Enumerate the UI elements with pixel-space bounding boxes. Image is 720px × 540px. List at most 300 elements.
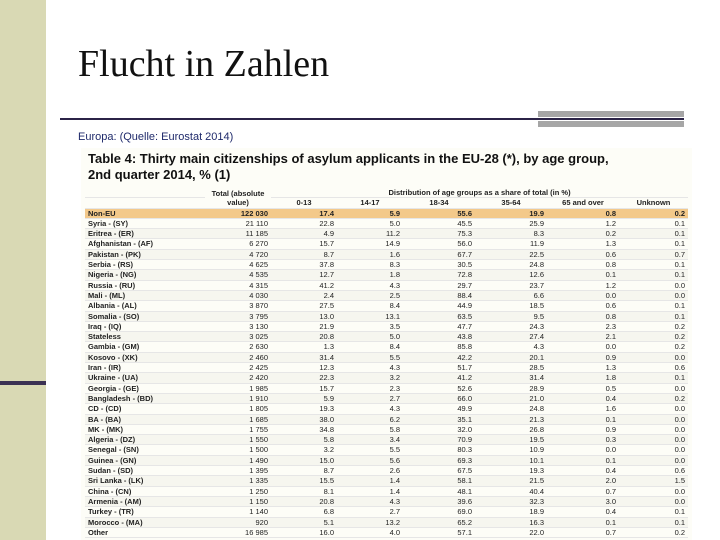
- share-cell: 0.9: [547, 424, 619, 434]
- table-caption-line1: Table 4: Thirty main citizenships of asylum applicants in the EU-28 (*), by age group,: [88, 151, 609, 166]
- share-cell: 51.7: [403, 363, 475, 373]
- table-row: [85, 455, 688, 465]
- share-cell: 28.5: [475, 363, 547, 373]
- table-row: [85, 517, 688, 527]
- asylum-age-table: [85, 188, 688, 538]
- share-cell: 0.1: [547, 270, 619, 280]
- share-cell: 8.4: [337, 301, 403, 311]
- country-cell: Somalia - (SO): [85, 311, 205, 321]
- share-cell: 1.5: [619, 476, 688, 486]
- share-cell: 0.1: [619, 218, 688, 228]
- share-cell: 69.0: [403, 507, 475, 517]
- total-cell: 2 460: [205, 352, 271, 362]
- share-cell: 24.8: [475, 260, 547, 270]
- share-cell: 8.1: [271, 486, 337, 496]
- country-cell: Serbia - (RS): [85, 260, 205, 270]
- share-cell: 25.9: [475, 218, 547, 228]
- share-cell: 10.9: [475, 445, 547, 455]
- share-cell: 67.5: [403, 466, 475, 476]
- header-distribution: Distribution of age groups as a share of total (in %): [271, 188, 688, 198]
- share-cell: 20.8: [271, 332, 337, 342]
- total-cell: 4 030: [205, 290, 271, 300]
- share-cell: 0.0: [619, 496, 688, 506]
- share-cell: 0.1: [619, 373, 688, 383]
- share-cell: 0.6: [619, 363, 688, 373]
- share-cell: 13.0: [271, 311, 337, 321]
- country-cell: Russia - (RU): [85, 280, 205, 290]
- share-cell: 20.1: [475, 352, 547, 362]
- table-caption-line2: 2nd quarter 2014, % (1): [88, 167, 231, 182]
- share-cell: 15.7: [271, 383, 337, 393]
- share-cell: 22.0: [475, 527, 547, 537]
- country-cell: Syria - (SY): [85, 218, 205, 228]
- table-row: [85, 414, 688, 424]
- share-cell: 43.8: [403, 332, 475, 342]
- share-cell: 75.3: [403, 229, 475, 239]
- share-cell: 4.3: [337, 363, 403, 373]
- table-row: [85, 218, 688, 228]
- share-cell: 0.8: [547, 208, 619, 218]
- share-cell: 39.6: [403, 496, 475, 506]
- share-cell: 0.4: [547, 507, 619, 517]
- country-cell: Non-EU: [85, 208, 205, 218]
- title-divider: [60, 118, 684, 120]
- share-cell: 32.0: [403, 424, 475, 434]
- share-cell: 4.0: [337, 527, 403, 537]
- share-cell: 0.1: [619, 507, 688, 517]
- share-cell: 3.2: [271, 445, 337, 455]
- share-cell: 2.4: [271, 290, 337, 300]
- sidebar-accent-bar: [0, 381, 46, 385]
- share-cell: 30.5: [403, 260, 475, 270]
- table-row: [85, 476, 688, 486]
- share-cell: 56.0: [403, 239, 475, 249]
- table-row: [85, 311, 688, 321]
- share-cell: 5.5: [337, 352, 403, 362]
- slide-title: Flucht in Zahlen: [78, 43, 330, 85]
- share-cell: 1.8: [337, 270, 403, 280]
- share-cell: 0.1: [547, 455, 619, 465]
- share-cell: 1.3: [271, 342, 337, 352]
- share-cell: 26.8: [475, 424, 547, 434]
- share-cell: 65.2: [403, 517, 475, 527]
- table-row: [85, 229, 688, 239]
- slide-sidebar: [0, 0, 46, 540]
- country-cell: Stateless: [85, 332, 205, 342]
- country-cell: China - (CN): [85, 486, 205, 496]
- share-cell: 20.8: [271, 496, 337, 506]
- country-cell: Senegal - (SN): [85, 445, 205, 455]
- share-cell: 16.3: [475, 517, 547, 527]
- share-cell: 0.3: [547, 435, 619, 445]
- country-cell: Iran - (IR): [85, 363, 205, 373]
- table-row: [85, 445, 688, 455]
- share-cell: 35.1: [403, 414, 475, 424]
- share-cell: 31.4: [475, 373, 547, 383]
- share-cell: 42.2: [403, 352, 475, 362]
- share-cell: 21.9: [271, 321, 337, 331]
- share-cell: 22.5: [475, 249, 547, 259]
- share-cell: 0.7: [619, 249, 688, 259]
- share-cell: 5.8: [337, 424, 403, 434]
- country-cell: Bangladesh - (BD): [85, 393, 205, 403]
- table-row: [85, 486, 688, 496]
- share-cell: 24.3: [475, 321, 547, 331]
- share-cell: 5.0: [337, 218, 403, 228]
- share-cell: 0.4: [547, 466, 619, 476]
- total-cell: 1 910: [205, 393, 271, 403]
- country-cell: Armenia - (AM): [85, 496, 205, 506]
- header-age-group: 65 and over: [547, 198, 619, 208]
- total-cell: 4 315: [205, 280, 271, 290]
- share-cell: 0.0: [619, 414, 688, 424]
- share-cell: 49.9: [403, 404, 475, 414]
- share-cell: 11.2: [337, 229, 403, 239]
- total-cell: 11 185: [205, 229, 271, 239]
- country-cell: Georgia - (GE): [85, 383, 205, 393]
- share-cell: 0.8: [547, 311, 619, 321]
- share-cell: 41.2: [403, 373, 475, 383]
- share-cell: 2.7: [337, 507, 403, 517]
- table-row: [85, 301, 688, 311]
- share-cell: 4.3: [337, 404, 403, 414]
- total-cell: 1 500: [205, 445, 271, 455]
- share-cell: 21.0: [475, 393, 547, 403]
- table-header-row-ages: [85, 198, 688, 208]
- share-cell: 0.0: [619, 435, 688, 445]
- country-cell: Sri Lanka - (LK): [85, 476, 205, 486]
- share-cell: 21.5: [475, 476, 547, 486]
- share-cell: 21.3: [475, 414, 547, 424]
- share-cell: 0.2: [547, 229, 619, 239]
- share-cell: 48.1: [403, 486, 475, 496]
- share-cell: 5.0: [337, 332, 403, 342]
- share-cell: 58.1: [403, 476, 475, 486]
- country-cell: MK - (MK): [85, 424, 205, 434]
- share-cell: 0.6: [619, 466, 688, 476]
- share-cell: 0.1: [619, 517, 688, 527]
- share-cell: 2.0: [547, 476, 619, 486]
- share-cell: 40.4: [475, 486, 547, 496]
- country-cell: Iraq - (IQ): [85, 321, 205, 331]
- country-cell: Gambia - (GM): [85, 342, 205, 352]
- share-cell: 44.9: [403, 301, 475, 311]
- share-cell: 2.7: [337, 393, 403, 403]
- total-cell: 4 625: [205, 260, 271, 270]
- table-row: [85, 208, 688, 218]
- share-cell: 0.0: [619, 424, 688, 434]
- share-cell: 0.2: [619, 332, 688, 342]
- share-cell: 0.7: [547, 527, 619, 537]
- header-total: Total (absolute value): [205, 188, 271, 208]
- share-cell: 70.9: [403, 435, 475, 445]
- share-cell: 29.7: [403, 280, 475, 290]
- share-cell: 13.1: [337, 311, 403, 321]
- country-cell: Ukraine - (UA): [85, 373, 205, 383]
- country-cell: Afghanistan - (AF): [85, 239, 205, 249]
- share-cell: 55.6: [403, 208, 475, 218]
- share-cell: 5.8: [271, 435, 337, 445]
- header-age-group: 18-34: [403, 198, 475, 208]
- share-cell: 72.8: [403, 270, 475, 280]
- share-cell: 8.3: [475, 229, 547, 239]
- share-cell: 0.1: [619, 270, 688, 280]
- table-row: [85, 404, 688, 414]
- title-accent-bar: [538, 111, 684, 117]
- share-cell: 3.0: [547, 496, 619, 506]
- share-cell: 6.8: [271, 507, 337, 517]
- country-cell: Algeria - (DZ): [85, 435, 205, 445]
- share-cell: 5.9: [271, 393, 337, 403]
- table-row: [85, 239, 688, 249]
- share-cell: 5.9: [337, 208, 403, 218]
- total-cell: 1 140: [205, 507, 271, 517]
- country-cell: Albania - (AL): [85, 301, 205, 311]
- share-cell: 0.0: [547, 290, 619, 300]
- share-cell: 17.4: [271, 208, 337, 218]
- header-age-group: 0-13: [271, 198, 337, 208]
- share-cell: 9.5: [475, 311, 547, 321]
- share-cell: 2.1: [547, 332, 619, 342]
- share-cell: 0.0: [619, 445, 688, 455]
- total-cell: 4 535: [205, 270, 271, 280]
- share-cell: 0.1: [547, 414, 619, 424]
- header-age-group: 35-64: [475, 198, 547, 208]
- share-cell: 19.3: [271, 404, 337, 414]
- share-cell: 5.1: [271, 517, 337, 527]
- share-cell: 0.6: [547, 301, 619, 311]
- share-cell: 66.0: [403, 393, 475, 403]
- share-cell: 0.1: [619, 311, 688, 321]
- share-cell: 3.2: [337, 373, 403, 383]
- share-cell: 0.1: [619, 239, 688, 249]
- share-cell: 57.1: [403, 527, 475, 537]
- total-cell: 1 150: [205, 496, 271, 506]
- share-cell: 38.0: [271, 414, 337, 424]
- share-cell: 2.6: [337, 466, 403, 476]
- share-cell: 1.6: [337, 249, 403, 259]
- share-cell: 34.8: [271, 424, 337, 434]
- country-cell: Kosovo - (XK): [85, 352, 205, 362]
- share-cell: 13.2: [337, 517, 403, 527]
- share-cell: 47.7: [403, 321, 475, 331]
- total-cell: 4 720: [205, 249, 271, 259]
- share-cell: 0.9: [547, 352, 619, 362]
- share-cell: 1.3: [547, 363, 619, 373]
- total-cell: 1 335: [205, 476, 271, 486]
- share-cell: 10.1: [475, 455, 547, 465]
- share-cell: 0.7: [547, 486, 619, 496]
- share-cell: 0.2: [619, 393, 688, 403]
- table-row: [85, 260, 688, 270]
- total-cell: 1 685: [205, 414, 271, 424]
- country-cell: Pakistan - (PK): [85, 249, 205, 259]
- header-empty-2: [85, 198, 205, 208]
- share-cell: 0.0: [547, 342, 619, 352]
- slide-subtitle: Europa: (Quelle: Eurostat 2014): [78, 131, 234, 143]
- share-cell: 22.3: [271, 373, 337, 383]
- country-cell: Nigeria - (NG): [85, 270, 205, 280]
- share-cell: 0.4: [547, 393, 619, 403]
- share-cell: 37.8: [271, 260, 337, 270]
- share-cell: 4.3: [337, 280, 403, 290]
- share-cell: 0.0: [619, 486, 688, 496]
- country-cell: BA - (BA): [85, 414, 205, 424]
- table-row: [85, 496, 688, 506]
- share-cell: 0.5: [547, 383, 619, 393]
- table-row: [85, 321, 688, 331]
- total-cell: 2 425: [205, 363, 271, 373]
- table-row: [85, 466, 688, 476]
- share-cell: 0.0: [619, 280, 688, 290]
- share-cell: 0.2: [619, 208, 688, 218]
- country-cell: Mali - (ML): [85, 290, 205, 300]
- title-accent-bar-lower: [538, 121, 684, 127]
- total-cell: 3 130: [205, 321, 271, 331]
- share-cell: 45.5: [403, 218, 475, 228]
- share-cell: 8.4: [337, 342, 403, 352]
- share-cell: 6.6: [475, 290, 547, 300]
- share-cell: 11.9: [475, 239, 547, 249]
- total-cell: 3 870: [205, 301, 271, 311]
- header-age-group: Unknown: [619, 198, 688, 208]
- share-cell: 0.1: [547, 517, 619, 527]
- share-cell: 31.4: [271, 352, 337, 362]
- share-cell: 2.3: [337, 383, 403, 393]
- share-cell: 0.2: [619, 342, 688, 352]
- share-cell: 1.2: [547, 280, 619, 290]
- share-cell: 0.1: [619, 301, 688, 311]
- total-cell: 2 630: [205, 342, 271, 352]
- share-cell: 1.6: [547, 404, 619, 414]
- share-cell: 15.5: [271, 476, 337, 486]
- share-cell: 0.6: [547, 249, 619, 259]
- share-cell: 1.8: [547, 373, 619, 383]
- share-cell: 69.3: [403, 455, 475, 465]
- share-cell: 14.9: [337, 239, 403, 249]
- country-cell: Guinea - (GN): [85, 455, 205, 465]
- share-cell: 52.6: [403, 383, 475, 393]
- share-cell: 27.5: [271, 301, 337, 311]
- total-cell: 1 755: [205, 424, 271, 434]
- share-cell: 0.8: [547, 260, 619, 270]
- share-cell: 4.3: [337, 496, 403, 506]
- country-cell: Turkey - (TR): [85, 507, 205, 517]
- total-cell: 3 795: [205, 311, 271, 321]
- table-row: [85, 363, 688, 373]
- table-row: [85, 383, 688, 393]
- share-cell: 0.1: [619, 229, 688, 239]
- share-cell: 5.5: [337, 445, 403, 455]
- share-cell: 2.3: [547, 321, 619, 331]
- table-row: [85, 527, 688, 537]
- share-cell: 1.2: [547, 218, 619, 228]
- share-cell: 8.7: [271, 466, 337, 476]
- share-cell: 67.7: [403, 249, 475, 259]
- share-cell: 32.3: [475, 496, 547, 506]
- table-row: [85, 424, 688, 434]
- share-cell: 4.9: [271, 229, 337, 239]
- share-cell: 19.9: [475, 208, 547, 218]
- total-cell: 3 025: [205, 332, 271, 342]
- share-cell: 8.7: [271, 249, 337, 259]
- share-cell: 41.2: [271, 280, 337, 290]
- share-cell: 0.0: [547, 445, 619, 455]
- header-empty: [85, 188, 205, 198]
- share-cell: 88.4: [403, 290, 475, 300]
- share-cell: 0.2: [619, 527, 688, 537]
- share-cell: 1.3: [547, 239, 619, 249]
- share-cell: 2.5: [337, 290, 403, 300]
- share-cell: 19.3: [475, 466, 547, 476]
- table-caption: [88, 151, 688, 183]
- share-cell: 8.3: [337, 260, 403, 270]
- share-cell: 0.2: [619, 321, 688, 331]
- share-cell: 85.8: [403, 342, 475, 352]
- country-cell: Other: [85, 527, 205, 537]
- table-row: [85, 435, 688, 445]
- total-cell: 1 250: [205, 486, 271, 496]
- table-row: [85, 332, 688, 342]
- share-cell: 15.7: [271, 239, 337, 249]
- table-row: [85, 249, 688, 259]
- share-cell: 0.0: [619, 352, 688, 362]
- total-cell: 1 985: [205, 383, 271, 393]
- total-cell: 16 985: [205, 527, 271, 537]
- share-cell: 63.5: [403, 311, 475, 321]
- total-cell: 6 270: [205, 239, 271, 249]
- table-row: [85, 393, 688, 403]
- share-cell: 23.7: [475, 280, 547, 290]
- table-row: [85, 342, 688, 352]
- total-cell: 122 030: [205, 208, 271, 218]
- total-cell: 1 490: [205, 455, 271, 465]
- share-cell: 1.4: [337, 476, 403, 486]
- share-cell: 0.1: [619, 260, 688, 270]
- table-row: [85, 270, 688, 280]
- share-cell: 12.7: [271, 270, 337, 280]
- share-cell: 22.8: [271, 218, 337, 228]
- share-cell: 12.3: [271, 363, 337, 373]
- country-cell: Eritrea - (ER): [85, 229, 205, 239]
- header-age-group: 14-17: [337, 198, 403, 208]
- share-cell: 15.0: [271, 455, 337, 465]
- share-cell: 18.5: [475, 301, 547, 311]
- table-row: [85, 373, 688, 383]
- share-cell: 5.6: [337, 455, 403, 465]
- table-row: [85, 290, 688, 300]
- table-row: [85, 352, 688, 362]
- total-cell: 2 420: [205, 373, 271, 383]
- share-cell: 28.9: [475, 383, 547, 393]
- share-cell: 24.8: [475, 404, 547, 414]
- total-cell: 21 110: [205, 218, 271, 228]
- total-cell: 920: [205, 517, 271, 527]
- share-cell: 27.4: [475, 332, 547, 342]
- country-cell: Morocco - (MA): [85, 517, 205, 527]
- total-cell: 1 805: [205, 404, 271, 414]
- share-cell: 12.6: [475, 270, 547, 280]
- total-cell: 1 550: [205, 435, 271, 445]
- share-cell: 0.0: [619, 383, 688, 393]
- table-header-row-top: [85, 188, 688, 198]
- country-cell: Sudan - (SD): [85, 466, 205, 476]
- share-cell: 3.5: [337, 321, 403, 331]
- share-cell: 18.9: [475, 507, 547, 517]
- share-cell: 19.5: [475, 435, 547, 445]
- embedded-table: [81, 148, 692, 540]
- share-cell: 16.0: [271, 527, 337, 537]
